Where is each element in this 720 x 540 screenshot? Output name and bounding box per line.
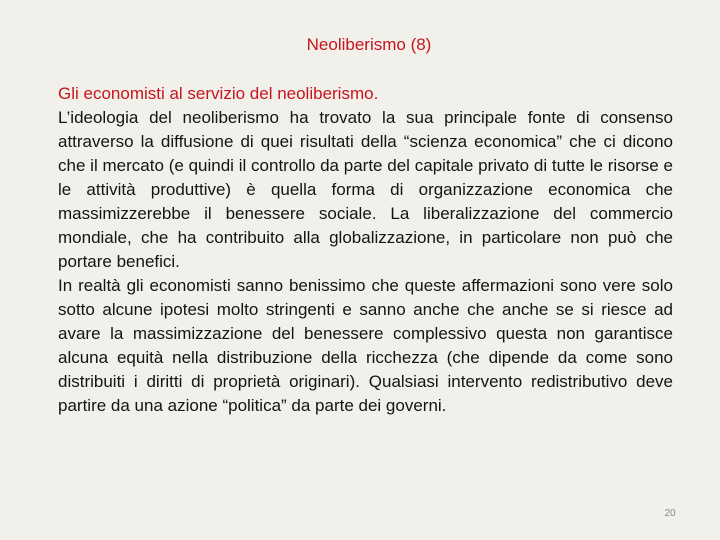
body-paragraph-1: L’ideologia del neoliberismo ha trovato la sua principale fonte di consenso attraverso la diffusione di quei risultati della “scienza economica” che ci dicono che il mercato (e quindi il controllo da parte del capitale privato di tutte le risorse e le attività produttive) è quella forma di organizzazione economica che massimizzerebbe il benessere sociale. La liberalizzazione del commercio mondiale, che ha contribuito alla globalizzazione, in particolare non può che portare benefici. [58, 108, 673, 271]
slide-body [58, 82, 673, 418]
slide-subtitle: Gli economisti al servizio del neoliberismo. [58, 84, 379, 103]
body-paragraph-2: In realtà gli economisti sanno benissimo che queste affermazioni sono vere solo sotto alcune ipotesi molto stringenti e sanno anche che anche se si riesce ad avare la massimizzazione del benessere complessivo questa non garantisce alcuna equità nella distribuzione della ricchezza (che dipende da come sono distribuiti i diritti di proprietà originari). Qualsiasi intervento redistributivo deve partire da una azione “politica” da parte dei governi. [58, 276, 673, 415]
slide-title: Neoliberismo (8) [306, 35, 432, 54]
page-number: 20 [664, 508, 676, 519]
